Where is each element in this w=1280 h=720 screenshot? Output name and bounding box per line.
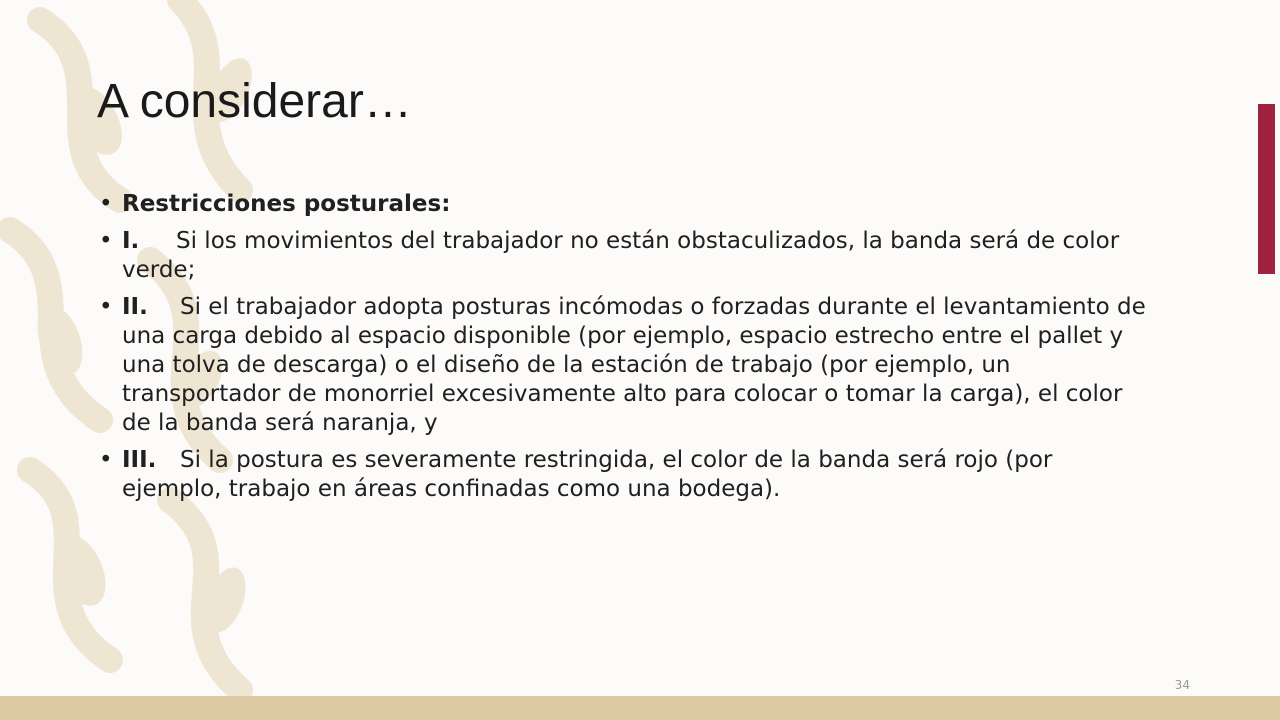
bullet-heading (96, 190, 1156, 219)
bullet-dot-icon: • (99, 294, 113, 320)
slide-title: A considerar… (97, 75, 412, 128)
bullet-dot-icon: • (99, 228, 113, 254)
bullet-numeral: I. (122, 228, 140, 254)
bullet-dot-icon: • (99, 447, 113, 473)
accent-bar (1258, 104, 1275, 274)
bullet-numeral: III. (122, 447, 157, 473)
bullet-item-i (96, 227, 1156, 285)
bullet-numeral: II. (122, 294, 148, 320)
bullet-heading-text: Restricciones posturales: (122, 191, 451, 217)
bullet-text: Si el trabajador adopta posturas incómodas o forzadas durante el levantamiento de una carga debido al espacio disponible (por ejemplo, espacio estrecho entre el pallet y una tolva de descarga) o el diseño de la estación de trabajo (por ejemplo, un transportador de monorriel excesivamente alto para colocar o tomar la carga), el color de la banda será naranja, y (122, 294, 1146, 436)
footer-band (0, 696, 1280, 720)
bullet-dot-icon: • (99, 191, 113, 217)
bullet-text: Si los movimientos del trabajador no están obstaculizados, la banda será de color verde; (122, 228, 1120, 283)
page-number: 34 (1174, 678, 1190, 692)
bullet-text: Si la postura es severamente restringida, el color de la banda será rojo (por ejemplo, trabajo en áreas confinadas como una bodega). (122, 447, 1053, 502)
bullet-list (96, 190, 1156, 512)
bullet-item-ii (96, 293, 1156, 438)
bullet-item-iii (96, 446, 1156, 504)
